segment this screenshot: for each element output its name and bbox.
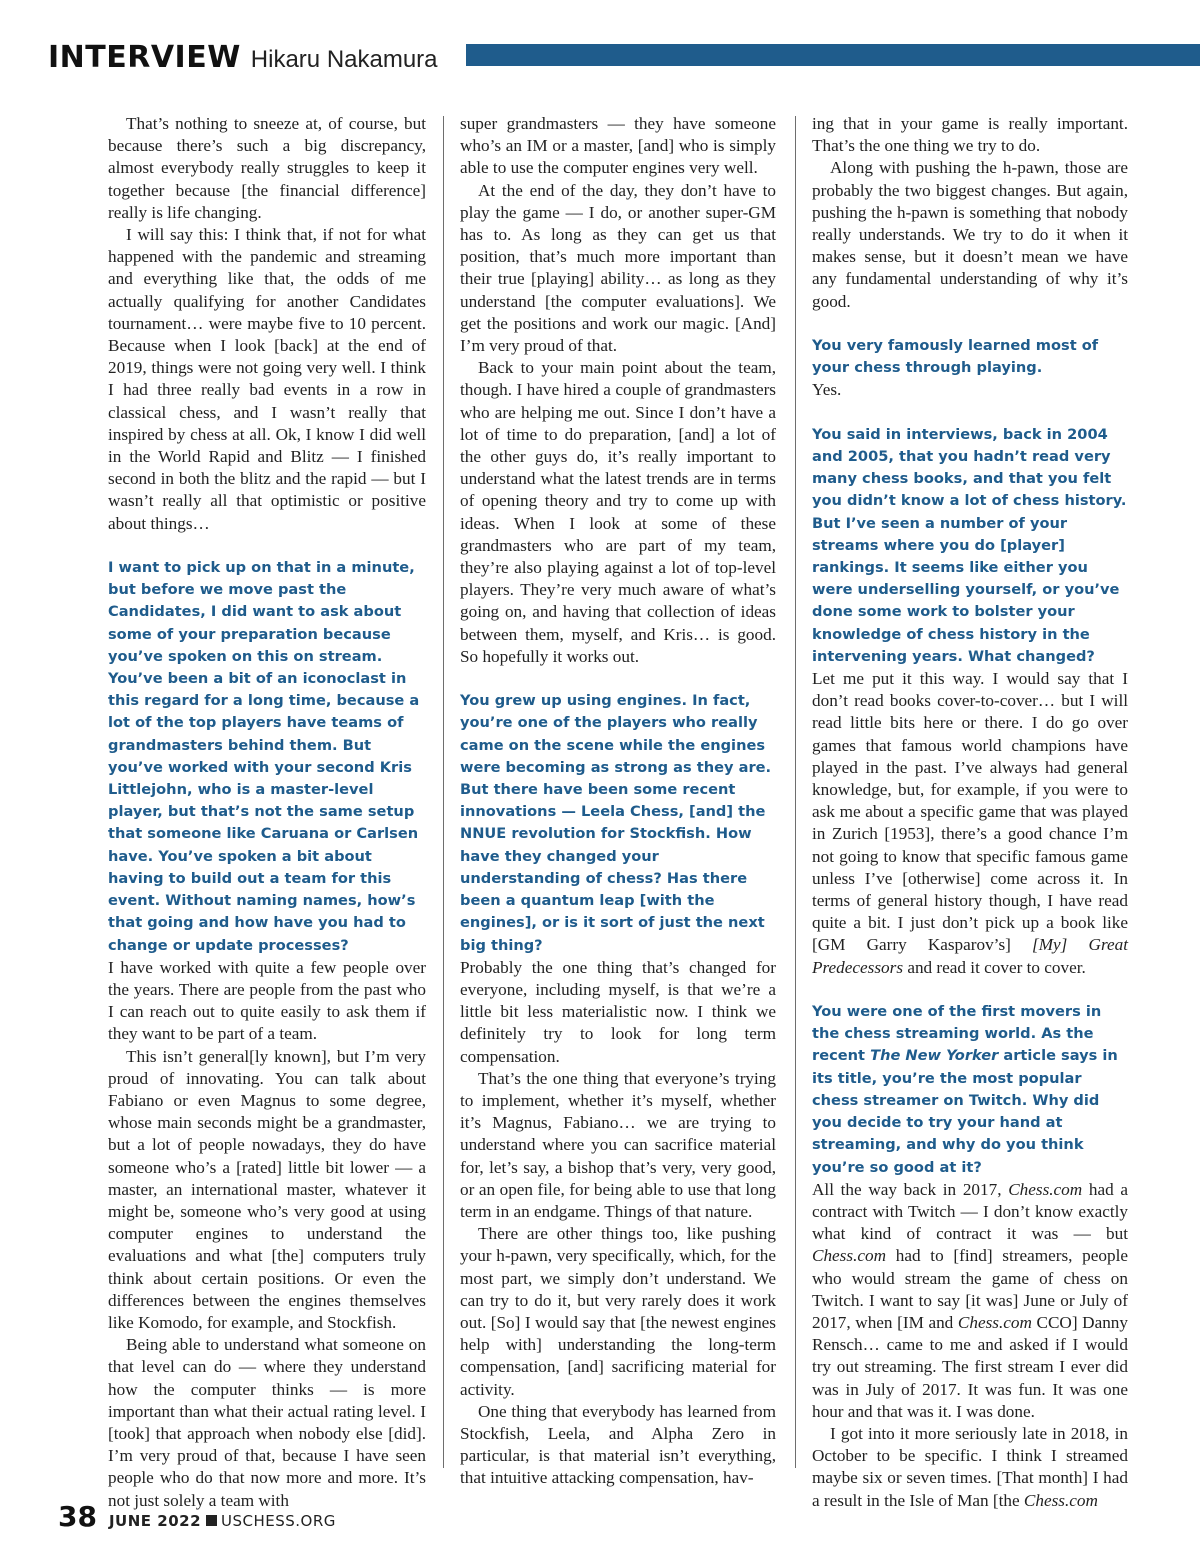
interview-question: You very famously learned most of your chess through playing. bbox=[812, 337, 1099, 377]
site-name: Chess.com bbox=[812, 1246, 886, 1266]
book-title: [My] Great Predecessors bbox=[812, 935, 1128, 977]
paragraph: This isn’t general[ly known], but I’m very proud of innovating. You can talk about Fabiano or even Magnus to some degree, whose main seconds might be a grandmaster, but a lot of people nowadays, they do have someone who’s a [rated] little bit lower — a master, an international master, whatever it might be, someone who’s very good at using computer engines to understand the evaluations and what [the] computers truly think about certain positions. Or even the differences between the engines themselves like Komodo, for example, and Stockfish. bbox=[108, 1046, 426, 1332]
interview-question bbox=[812, 1001, 1128, 1179]
answer-paragraph: I have worked with quite a few people over the years. There are people from the past who I can reach out to quite easily to ask them if they want to be part of a team. bbox=[108, 957, 426, 1044]
answer-text: CCO] Danny Rensch… came to me and asked if I would try out streaming. The first stream I ever did was in July of 2017. It was fun. It was one hour and that was it. I was done. bbox=[812, 1312, 1128, 1421]
answer-text: All the way back in 2017, bbox=[812, 1179, 1002, 1199]
site-name: Chess.com bbox=[957, 1312, 1032, 1332]
question-text: You were one of the first movers in the chess streaming world. As the recent bbox=[812, 1003, 1102, 1065]
square-separator-icon bbox=[206, 1515, 217, 1526]
answer-paragraph bbox=[812, 668, 1128, 979]
article-column-1 bbox=[108, 113, 426, 1512]
page-footer bbox=[58, 1500, 336, 1533]
paragraph: There are other things too, like pushing your h-pawn, very specifically, which, for the most part, we simply don’t understand. We can try to do it, but very rarely does it work out. [So] I would say that [the newest engines help with] understanding the long-term compensation, [and] sacrificing material for activity. bbox=[460, 1224, 776, 1399]
issue-date: JUNE 2022 bbox=[108, 1512, 202, 1530]
answer-paragraph: Yes. bbox=[812, 380, 842, 400]
section-title: INTERVIEW bbox=[48, 40, 241, 75]
paragraph: Back to your main point about the team, though. I have hired a couple of grandmasters who are helping me out. Since I don’t have a lot of time to do preparation, [and] a lot of the other guys do, it’s really important to understand what the latest trends are in terms of opening theory and try to come up with ideas. When I look at some of these grandmasters who are part of my team, they’re also playing against a lot of top-level players. They’re very much aware of what’s going on, and having that collection of ideas between them, myself, and Kris… is good. So hopefully it works out. bbox=[460, 358, 776, 666]
interview-question: You said in interviews, back in 2004 and 2005, that you hadn’t read very many chess books, and that you felt you didn’t know a lot of chess history. But I’ve seen a number of your streams where you do [player] rankings. It seems like either you were underselling yourself, or you’ve done some work to bolster your knowledge of chess history in the intervening years. What changed? bbox=[812, 425, 1127, 665]
article-column-3 bbox=[812, 113, 1128, 1512]
site-name: Chess.com bbox=[1008, 1179, 1083, 1199]
paragraph: That’s nothing to sneeze at, of course, but because there’s such a big discrepancy, almost everybody really struggles to keep it together because [the financial difference] really is life changing. bbox=[108, 114, 426, 222]
paragraph: super grandmasters — they have someone who’s an IM or a master, [and] who is simply able to use the computer engines very well. bbox=[460, 114, 776, 178]
paragraph: One thing that everybody has learned from Stockfish, Leela, and Alpha Zero in particular, is that material isn’t everything, that intuitive attacking compensation, hav- bbox=[460, 1401, 776, 1488]
interview-subject: Hikaru Nakamura bbox=[250, 46, 438, 73]
section-header bbox=[48, 40, 438, 76]
answer-text: Let me put it this way. I would say that I don’t read books cover-to-cover… but I will read little bits here or there. I do go over games that famous world champions have played in the past. I’ve always had general knowledge, but, for example, if you were to ask me about a specific game that was played in Zurich [1953], there’s a good chance I’m not going to know that specific famous game unless I’ve [otherwise] come across it. In terms of general history though, I have read quite a bit. I just don’t pick up a book like [GM Garry Kasparov’s] bbox=[812, 669, 1128, 955]
answer-text: I got into it more seriously late in 2018, in October to be specific. I think I streamed maybe six or seven times. [That month] I had a result in the Isle of Man [the bbox=[812, 1423, 1128, 1510]
answer-text: and read it cover to cover. bbox=[907, 957, 1086, 977]
paragraph: Being able to understand what someone on that level can do — where they understand how the computer thinks — is more important than what their actual rating level. I [took] that approach when nobody else [did]. I’m very proud of that, because I have seen people who do that now more and more. It’s not just solely a team with bbox=[108, 1335, 426, 1510]
interview-question: I want to pick up on that in a minute, but before we move past the Candidates, I did want to ask about some of your preparation because you’ve spoken on this on stream. You’ve been a bit of an iconoclast in this regard for a long time, because a lot of the top players have teams of grandmasters behind them. But you’ve worked with your second Kris Littlejohn, who is a master-level player, but that’s not the same setup that someone like Caruana or Carlsen have. You’ve spoken a bit about having to build out a team for this event. Without naming names, how’s that going and how have you had to change or update processes? bbox=[108, 559, 420, 954]
publication-title: The New Yorker bbox=[870, 1047, 999, 1065]
answer-paragraph bbox=[812, 1179, 1128, 1423]
interview-question: You grew up using engines. In fact, you’re one of the players who really came on the scene while the engines were becoming as strong as they are. But there have been some recent innovations — Leela Chess, [and] the NNUE revolution for Stockfish. How have they changed your understanding of chess? Has there been a quantum leap [with the engines], or is it sort of just the next big thing? bbox=[460, 692, 772, 954]
column-divider bbox=[795, 116, 796, 1468]
column-divider bbox=[443, 116, 444, 1468]
website: USCHESS.ORG bbox=[221, 1512, 336, 1530]
paragraph bbox=[812, 1423, 1128, 1512]
site-name: Chess.com bbox=[1023, 1490, 1098, 1510]
answer-text: had to [find] streamers, people who would stream the game of chess on Twitch. I want to say [it was] June or July of 2017, when [IM and bbox=[812, 1246, 1128, 1332]
answer-text: had a contract with Twitch — I don’t know exactly what kind of contract it was — but bbox=[812, 1179, 1129, 1244]
paragraph: ing that in your game is really important. That’s the one thing we try to do. bbox=[812, 114, 1128, 156]
page-number: 38 bbox=[58, 1500, 97, 1533]
article-column-2 bbox=[460, 113, 776, 1490]
paragraph: Along with pushing the h-pawn, those are probably the two biggest changes. But again, pushing the h-pawn is something that nobody really understands. We try to do it when it makes sense, but it doesn’t mean we have any fundamental understanding of why it’s good. bbox=[812, 158, 1128, 311]
paragraph: That’s the one thing that everyone’s trying to implement, whether it’s myself, whether it’s Magnus, Fabiano… we are trying to understand where you can sacrifice material for, let’s say, a bishop that’s very, very good, or an open file, for being able to use that long term in an endgame. Things of that nature. bbox=[460, 1068, 776, 1221]
header-accent-bar bbox=[466, 44, 1200, 66]
question-text: article says in its title, you’re the most popular chess streamer on Twitch. Why did you decide to try your hand at streaming, and why do you think you’re so good at it? bbox=[812, 1047, 1118, 1176]
answer-paragraph: Probably the one thing that’s changed for everyone, including myself, is that we’re a little bit less materialistic now. I think we definitely try to look for long term compensation. bbox=[460, 957, 776, 1066]
paragraph: At the end of the day, they don’t have to play the game — I do, or another super-GM has to. As long as they can get us that position, that’s much more important than their true [playing] ability… as long as they understand [the computer evaluations]. We get the positions and work our magic. [And] I’m very proud of that. bbox=[460, 180, 776, 356]
paragraph: I will say this: I think that, if not for what happened with the pandemic and streaming and everything like that, the odds of me actually qualifying for another Candidates tournament… were maybe five to 10 percent. Because when I look [back] at the end of 2019, things were not going very well. I think I had three really bad events in a row in classical chess, and I wasn’t really that inspired by chess at all. Ok, I know I did well in the World Rapid and Blitz — I finished second in both the blitz and the rapid — but I wasn’t really all that optimistic or positive about things… bbox=[108, 225, 426, 533]
